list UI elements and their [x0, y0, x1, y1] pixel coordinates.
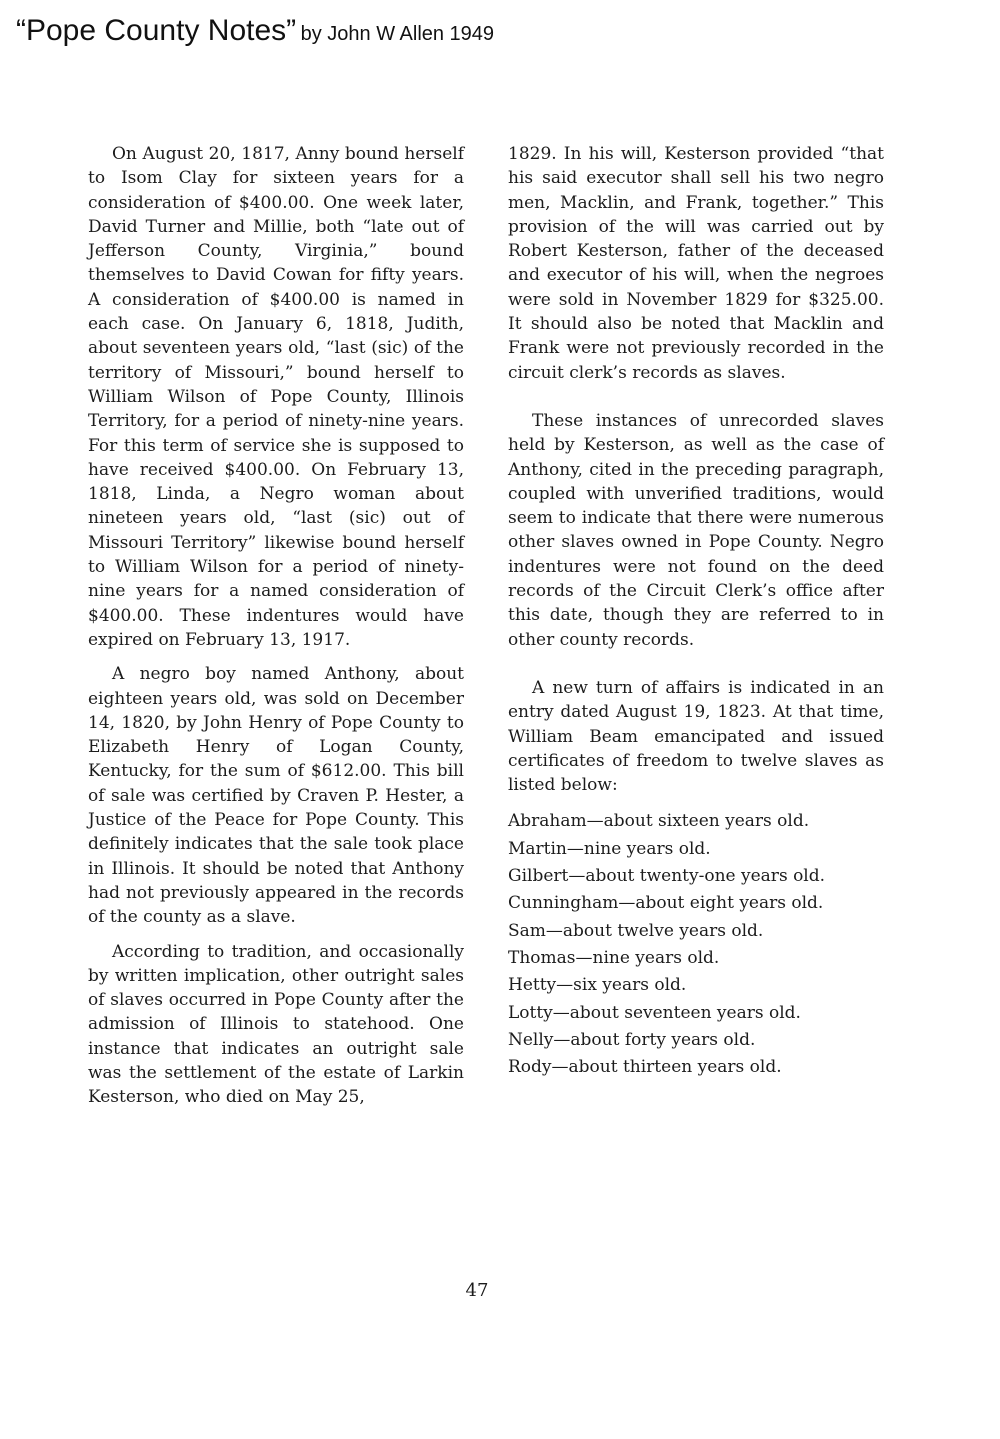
- paragraph-kesterson-will: 1829. In his will, Kesterson provided “that his said executor shall sell his two negro men, Macklin, and Frank, together.” This provision of the will was carried out by Robert Kesterson, father of the deceased and executor of his will, when the negroes were sold in November 1829 for $325.00. It should also be noted that Macklin and Frank were not previously recorded in the circuit clerk’s records as slaves.: [508, 144, 884, 383]
- list-item: Martin—nine years old.: [508, 838, 711, 859]
- list-item: Hetty—six years old.: [508, 975, 687, 996]
- list-item: Gilbert—about twenty-one years old.: [508, 866, 826, 887]
- list-item: Abraham—about sixteen years old.: [508, 811, 810, 832]
- list-item: Rody—about thirteen years old.: [508, 1057, 782, 1078]
- document-title: “Pope County Notes”: [16, 14, 297, 47]
- list-item: Nelly—about forty years old.: [508, 1029, 756, 1050]
- left-column: [88, 142, 464, 1120]
- page-number: 47: [465, 1280, 489, 1301]
- paragraph-tradition: According to tradition, and occasionally by written implication, other outright sales of slaves occurred in Pope County after the admission of Illinois to statehood. One instance that indicates an outright sale was the settlement of the estate of Larkin Kesterson, who died on May 25,: [88, 941, 464, 1108]
- emancipated-slaves-list: [508, 809, 884, 1079]
- paragraph-indentures: On August 20, 1817, Anny bound herself to Isom Clay for sixteen years for a consideration of $400.00. One week later, David Turner and Millie, both “late out of Jefferson County, Virginia,” bound themselves to David Cowan for fifty years. A consideration of $400.00 is named in each case. On January 6, 1818, Judith, about seventeen years old, “last (sic) of the territory of Missouri,” bound herself to William Wilson of Pope County, Illinois Territory, for a period of ninety-nine years. For this term of service she is supposed to have received $400.00. On February 13, 1818, Linda, a Negro woman about nineteen years old, “last (sic) out of Missouri Territory” likewise bound herself to William Wilson for a period of ninety-nine years for a named consideration of $400.00. These indentures would have expired on February 13, 1917.: [88, 144, 464, 650]
- list-item: Lotty—about seventeen years old.: [508, 1002, 801, 1023]
- list-item: Sam—about twelve years old.: [508, 920, 764, 941]
- list-item: Thomas—nine years old.: [508, 947, 720, 968]
- list-item: Cunningham—about eight years old.: [508, 893, 824, 914]
- right-column: [508, 142, 884, 1082]
- document-byline: by John W Allen 1949: [300, 23, 495, 45]
- page-header: [16, 14, 494, 48]
- paragraph-anthony: A negro boy named Anthony, about eighteen years old, was sold on December 14, 1820, by John Henry of Pope County to Elizabeth Henry of Logan County, Kentucky, for the sum of $612.00. This bill of sale was certified by Craven P. Hester, a Justice of the Peace for Pope County. This definitely indicates that the sale took place in Illinois. It should be noted that Anthony had not previously appeared in the records of the county as a slave.: [88, 664, 464, 928]
- paragraph-emancipation: A new turn of affairs is indicated in an entry dated August 19, 1823. At that time, William Beam emancipated and issued certificates of freedom to twelve slaves as listed below:: [508, 677, 884, 796]
- paragraph-unrecorded-slaves: These instances of unrecorded slaves held by Kesterson, as well as the case of Anthony, cited in the preceding paragraph, coupled with unverified traditions, would seem to indicate that there were numerous other slaves owned in Pope County. Negro indentures were not found on the deed records of the Circuit Clerk’s office after this date, though they are referred to in other county records.: [508, 410, 884, 650]
